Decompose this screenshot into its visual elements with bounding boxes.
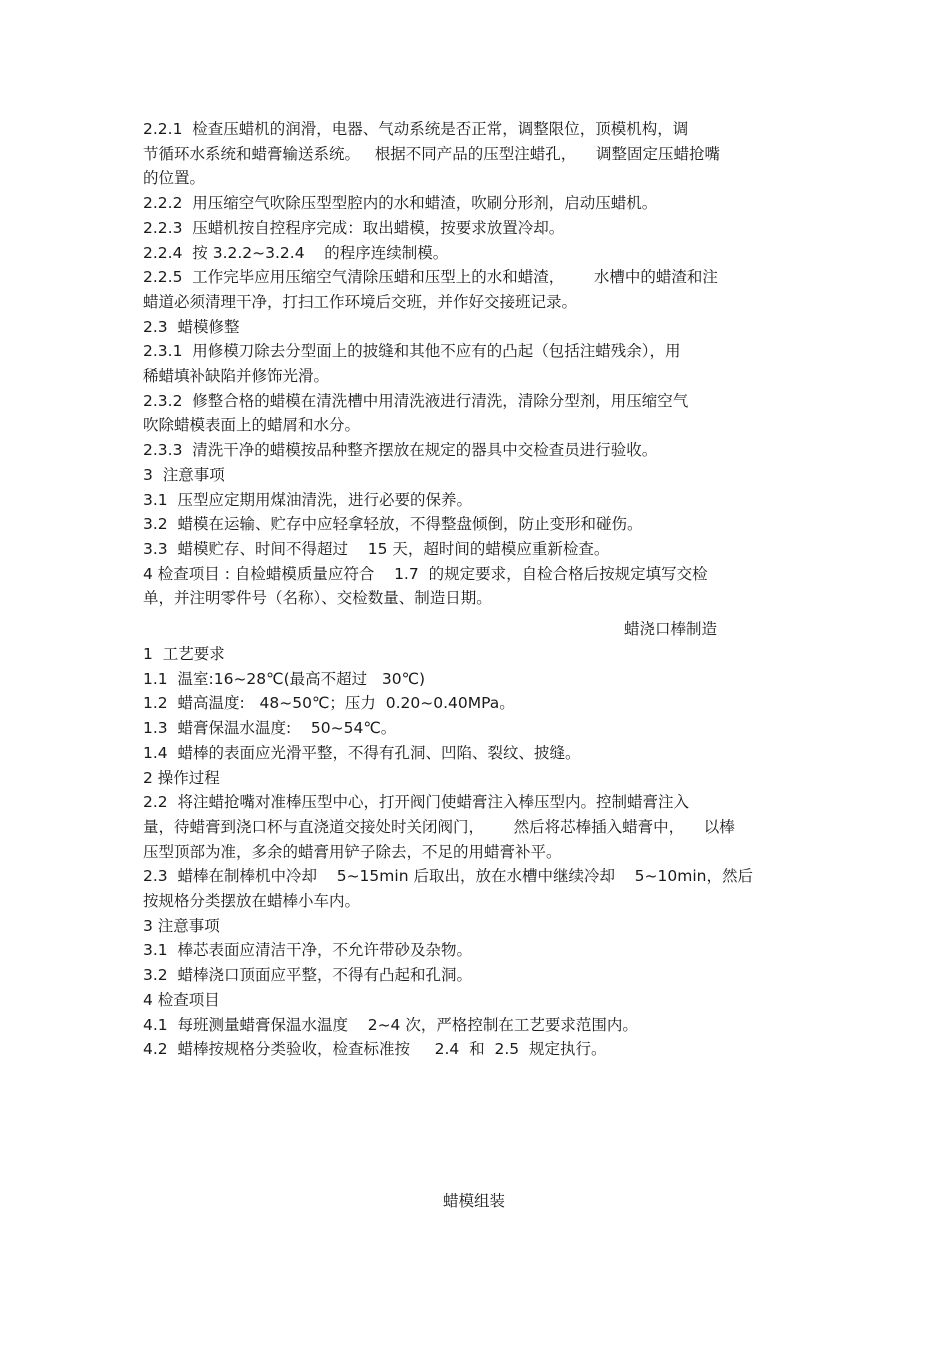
text-line: 3.2 蜡模在运输、贮存中应轻拿轻放，不得整盘倾倒，防止变形和碰伤。	[143, 515, 643, 534]
text-line: 1.4 蜡棒的表面应光滑平整，不得有孔洞、凹陷、裂纹、披缝。	[143, 743, 581, 762]
section-title-assembly: 蜡模组装	[443, 1192, 506, 1210]
text-line: 4.2 蜡棒按规格分类验收，检查标准按 2.4 和 2.5 规定执行。	[143, 1040, 607, 1059]
text-line: 2.2.2 用压缩空气吹除压型型腔内的水和蜡渣，吹刷分形剂，启动压蜡机。	[143, 194, 658, 213]
text-line: 2.3.3 清洗干净的蜡模按品种整齐摆放在规定的器具中交检查员进行验收。	[143, 441, 658, 460]
text-line: 压型顶部为准，多余的蜡膏用铲子除去，不足的用蜡膏补平。	[143, 842, 562, 861]
text-line: 2.3.2 修整合格的蜡模在清洗槽中用清洗液进行清洗，清除分型剂，用压缩空气	[143, 391, 689, 410]
text-line: 2.2.3 压蜡机按自控程序完成：取出蜡模，按要求放置冷却。	[143, 218, 565, 237]
text-line: 3.3 蜡模贮存、时间不得超过 15 天，超时间的蜡模应重新检查。	[143, 539, 610, 558]
text-line: 2.2.4 按 3.2.2~3.2.4 的程序连续制模。	[143, 243, 449, 262]
text-line: 稀蜡填补缺陷并修饰光滑。	[143, 367, 330, 385]
text-line: 2.3 蜡模修整	[143, 317, 240, 336]
text-line: 蜡道必须清理干净，打扫工作环境后交班，并作好交接班记录。	[143, 292, 578, 311]
text-line: 的位置。	[143, 169, 206, 188]
text-line: 4 检查项目 : 自检蜡模质量应符合 1.7 的规定要求，自检合格后按规定填写交检	[143, 564, 708, 583]
text-line: 2.2 将注蜡抢嘴对准棒压型中心，打开阀门使蜡膏注入棒压型内。控制蜡膏注入	[143, 793, 690, 812]
text-line: 1.1 温室:16~28℃(最高不超过 30℃)	[143, 669, 426, 688]
text-line: 量，待蜡膏到浇口杯与直浇道交接处时关闭阀门， 然后将芯棒插入蜡膏中， 以棒	[143, 817, 735, 836]
text-line: 单，并注明零件号（名称）、交检数量、制造日期。	[143, 589, 492, 608]
text-line: 吹除蜡模表面上的蜡屑和水分。	[143, 416, 361, 435]
text-line: 3.1 棒芯表面应清洁干净，不允许带砂及杂物。	[143, 941, 473, 960]
text-line: 4.1 每班测量蜡膏保温水温度 2~4 次，严格控制在工艺要求范围内。	[143, 1015, 638, 1034]
text-line: 2 操作过程	[143, 768, 220, 787]
text-line: 1.2 蜡高温度: 48~50℃；压力 0.20~0.40MPa。	[143, 694, 515, 713]
text-line: 按规格分类摆放在蜡棒小车内。	[143, 892, 361, 910]
text-line: 3 注意事项	[143, 465, 225, 484]
text-line: 3 注意事项	[143, 916, 220, 935]
text-line: 2.3.1 用修模刀除去分型面上的披缝和其他不应有的凸起（包括注蜡残余），用	[143, 342, 681, 361]
text-line: 2.3 蜡棒在制棒机中冷却 5~15min 后取出，放在水槽中继续冷却 5~10min，然后	[143, 867, 753, 886]
text-line: 1 工艺要求	[143, 645, 225, 663]
text-line: 4 检查项目	[143, 990, 220, 1009]
text-line: 1.3 蜡膏保温水温度: 50~54℃。	[143, 719, 397, 738]
text-line: 3.1 压型应定期用煤油清洗，进行必要的保养。	[143, 490, 473, 509]
text-line: 节循环水系统和蜡膏输送系统。 根据不同产品的压型注蜡孔， 调整固定压蜡抢嘴	[143, 144, 720, 163]
text-line: 2.2.1 检查压蜡机的润滑，电器、气动系统是否正常，调整限位，顶模机构，调	[143, 120, 689, 138]
text-line: 2.2.5 工作完毕应用压缩空气清除压蜡和压型上的水和蜡渣， 水槽中的蜡渣和注	[143, 268, 718, 287]
section-title-gate-bar: 蜡浇口棒制造	[624, 620, 718, 638]
text-line: 3.2 蜡棒浇口顶面应平整，不得有凸起和孔洞。	[143, 966, 473, 985]
